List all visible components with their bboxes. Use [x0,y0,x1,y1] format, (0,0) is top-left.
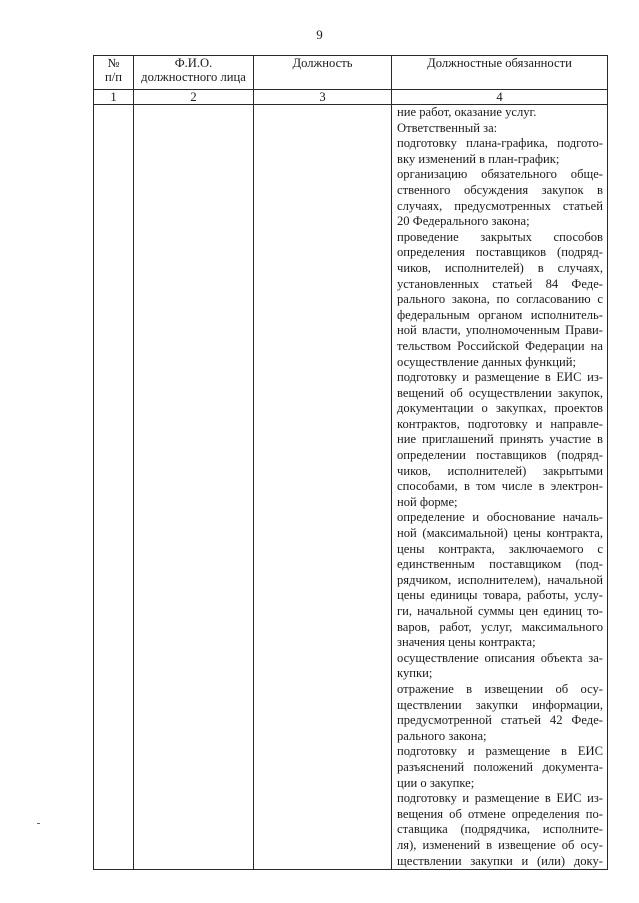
duties-line: вещения об отмене определения по- [397,806,603,821]
duties-line: ной форме; [397,494,458,509]
duties-line: ществлении закупки и (или) доку- [397,853,603,868]
duties-line: ставщика (подрядчика, исполните- [397,822,603,837]
header-num [94,56,134,90]
duties-line: подготовку плана-графика, подгото- [397,136,603,151]
duties-line: способами, в том числе в электрон- [397,479,603,494]
duties-line: Ответственный за: [397,120,498,135]
duties-line: контрактов, подготовку и направле- [397,416,603,431]
duties-line: единственным поставщиком (под- [397,557,603,572]
header-num-line1: № [107,56,120,70]
column-number-row [94,90,608,105]
header-fio-line2: должностного лица [141,70,246,84]
page-number: 9 [316,27,323,42]
duties-line: тельством Российской Федерации на [397,338,603,353]
duties-line: подготовку и размещение в ЕИС из- [397,791,603,806]
duties-line: рядчиком, исполнителем), начальной [397,572,603,587]
column-number-3: 3 [254,90,392,105]
cell-num [94,105,134,870]
duties-table [93,55,608,870]
duties-line: определения поставщиков (подряд- [397,245,603,260]
duties-line: определение и обоснование началь- [397,510,603,525]
duties-line: ние работ, оказание услуг. [397,105,537,119]
duties-line: организацию обязательного обще- [397,167,603,182]
header-fio-line1: Ф.И.О. [174,56,213,70]
header-duties-label: Должностные обязанности [427,56,572,70]
column-number-2: 2 [134,90,254,105]
duties-line: отражение в извещении об осу- [397,681,603,696]
duties-line: цены контракта, заключаемого с [397,541,603,556]
duties-line: разъяснений положений документа- [397,759,603,774]
duties-line: ществлении закупки информации, [397,697,603,712]
duties-line: ной власти, уполномоченным Прави- [397,323,603,338]
header-duties [392,56,608,90]
duties-line: подготовку и размещение в ЕИС из- [397,370,603,385]
cell-fio [134,105,254,870]
duties-line: предусмотренной статьей 42 Феде- [397,713,603,728]
duties-line: ции о закупке; [397,775,475,790]
duties-line: определении поставщиков (подряд- [397,448,603,463]
duties-line: варов, работ, услуг, максимального [397,619,603,634]
duties-line: подготовку и размещение в ЕИС [397,744,603,759]
duties-line: документации о закупках, проектов [397,401,603,416]
column-number-1: 1 [94,90,134,105]
duties-text [392,105,607,869]
duties-line: вещений об осуществлении закупок, [397,385,603,400]
header-fio [134,56,254,90]
header-position [254,56,392,90]
duties-line: проведение закрытых способов [397,229,603,244]
table-header-row [94,56,608,90]
duties-line: ние приглашений принять участие в [397,432,603,447]
duties-line: рального закона, по согласованию с [397,292,603,307]
duties-line: случаях, предусмотренных статьей [397,198,603,213]
duties-line: рального закона; [397,728,487,743]
margin-mark [37,823,40,824]
duties-line: цены единицы товара, работы, услу- [397,588,603,603]
cell-position [254,105,392,870]
duties-line: ной (максимальной) цены контракта, [397,526,603,541]
duties-line: чиков, исполнителей) закрытыми [397,463,603,478]
duties-line: осуществление описания объекта за- [397,650,603,665]
duties-line: ля), изменений в извещение об осу- [397,837,603,852]
duties-line: чиков, исполнителей) в случаях, [397,260,603,275]
cell-duties [392,105,608,870]
duties-line: осуществление данных функций; [397,354,576,369]
duties-line: купки; [397,666,433,681]
duties-line: ственного обсуждения закупок в [397,182,603,197]
header-position-label: Должность [292,56,353,70]
duties-line: ги, начальной суммы цен единиц то- [397,604,603,618]
column-number-4: 4 [392,90,608,105]
header-num-line2: п/п [105,70,122,84]
duties-line: федеральным органом исполнитель- [397,307,603,322]
duties-line: вку изменений в план-график; [397,151,560,166]
duties-line: установленных статьей 84 Феде- [397,276,603,291]
table-row [94,105,608,870]
duties-line: 20 Федерального закона; [397,214,530,229]
duties-line: значения цены контракта; [397,635,536,650]
